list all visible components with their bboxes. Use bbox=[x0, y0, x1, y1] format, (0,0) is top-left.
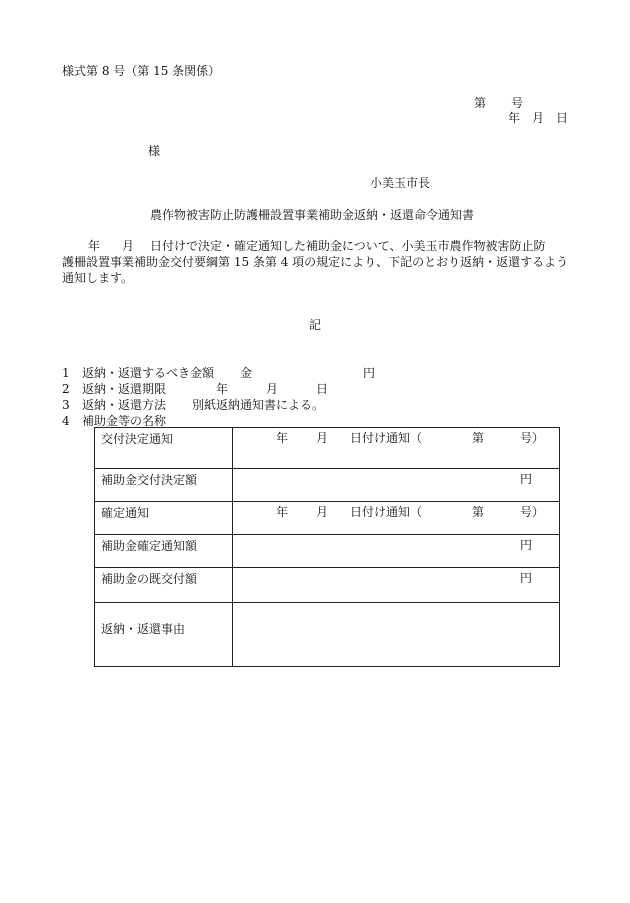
form-number: 様式第 8 号（第 15 条関係） bbox=[62, 64, 221, 78]
item-1-yen: 円 bbox=[363, 366, 376, 380]
document-title: 農作物被害防止防護柵設置事業補助金返納・返還命令通知書 bbox=[150, 208, 475, 222]
table-row bbox=[95, 469, 560, 502]
r1-tsuchi: 日付け通知（ bbox=[350, 431, 423, 445]
r3-go: 号） bbox=[520, 505, 545, 519]
item-4-label: 補助金等の名称 bbox=[82, 414, 167, 428]
ki-heading: 記 bbox=[309, 318, 322, 332]
body-month: 月 bbox=[122, 239, 135, 253]
body-year: 年 bbox=[88, 239, 101, 253]
table-row bbox=[95, 603, 560, 667]
row-value-kakutei-gaku bbox=[233, 535, 560, 568]
row-label-kakutei-gaku: 補助金確定通知額 bbox=[95, 535, 233, 568]
r5-yen: 円 bbox=[520, 571, 533, 585]
body-line-1: 日付けで決定・確定通知した補助金について、小美玉市農作物被害防止防 bbox=[150, 239, 546, 253]
doc-number-go: 号 bbox=[511, 96, 524, 110]
date-year: 年 bbox=[508, 111, 521, 125]
item-2-number: 2 bbox=[62, 382, 70, 396]
sender: 小美玉市長 bbox=[370, 176, 431, 190]
r4-yen: 円 bbox=[520, 538, 533, 552]
row-label-koufu-gaku: 補助金交付決定額 bbox=[95, 469, 233, 502]
row-label-jiyuu: 返納・返還事由 bbox=[95, 603, 233, 667]
item-3-value: 別紙返納通知書による。 bbox=[192, 398, 325, 412]
row-value-kikoufu-gaku bbox=[233, 568, 560, 603]
item-3-number: 3 bbox=[62, 398, 70, 412]
table-row bbox=[95, 535, 560, 568]
row-value-koufu-gaku bbox=[233, 469, 560, 502]
r2-yen: 円 bbox=[520, 472, 533, 486]
r1-month: 月 bbox=[316, 431, 329, 445]
body-line-3: 通知します。 bbox=[62, 271, 134, 285]
row-label-kikoufu-gaku: 補助金の既交付額 bbox=[95, 568, 233, 603]
item-4-number: 4 bbox=[62, 414, 70, 428]
r3-month: 月 bbox=[316, 505, 329, 519]
item-1-number: 1 bbox=[62, 366, 70, 380]
date-month: 月 bbox=[532, 111, 545, 125]
row-label-koufu-kettei: 交付決定通知 bbox=[95, 428, 233, 469]
table-row bbox=[95, 502, 560, 535]
item-2-label: 返納・返還期限 bbox=[82, 382, 167, 396]
item-2-day: 日 bbox=[316, 382, 329, 396]
r3-year: 年 bbox=[276, 505, 289, 519]
doc-number-dai: 第 bbox=[474, 96, 487, 110]
row-value-koufu-kettei bbox=[233, 428, 560, 469]
item-2-month: 月 bbox=[266, 382, 279, 396]
row-value-jiyuu bbox=[233, 603, 560, 667]
item-1-label: 返納・返還するべき金額 bbox=[82, 366, 215, 380]
row-value-kakutei bbox=[233, 502, 560, 535]
item-3-label: 返納・返還方法 bbox=[82, 398, 167, 412]
r3-dai: 第 bbox=[472, 505, 485, 519]
table-row bbox=[95, 428, 560, 469]
row-label-kakutei: 確定通知 bbox=[95, 502, 233, 535]
item-1-kin: 金 bbox=[240, 366, 253, 380]
r1-dai: 第 bbox=[472, 431, 485, 445]
item-2-year: 年 bbox=[216, 382, 229, 396]
r1-year: 年 bbox=[276, 431, 289, 445]
r3-tsuchi: 日付け通知（ bbox=[350, 505, 423, 519]
addressee-suffix: 様 bbox=[148, 144, 161, 158]
date-day: 日 bbox=[556, 111, 569, 125]
body-line-2: 護柵設置事業補助金交付要綱第 15 条第 4 項の規定により、下記のとおり返納・返還するよう bbox=[62, 255, 569, 269]
table-row bbox=[95, 568, 560, 603]
r1-go: 号） bbox=[520, 431, 545, 445]
subsidy-table bbox=[94, 427, 560, 667]
